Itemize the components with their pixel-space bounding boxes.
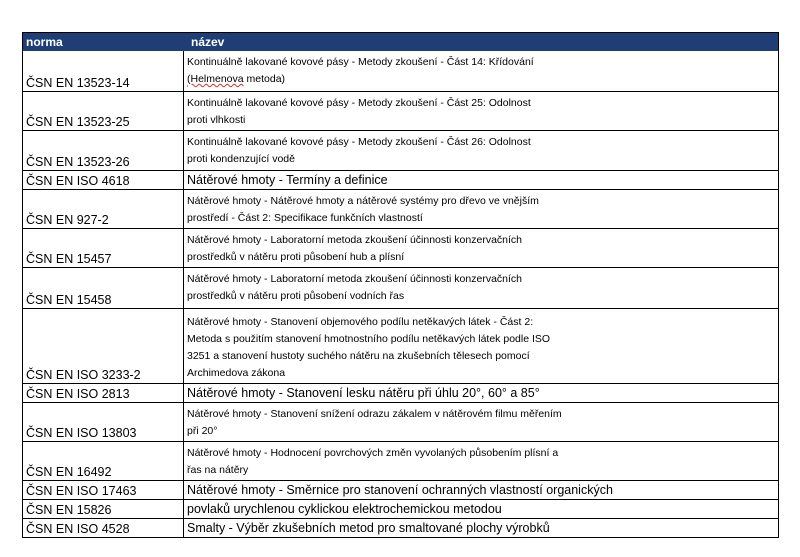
norm-code: ČSN EN ISO 4528 <box>23 519 184 537</box>
table-header <box>22 32 779 51</box>
norm-name: Kontinuálně lakované kovové pásy - Metody zkoušení - Část 14: Křídování (Helmenova metoda) <box>187 56 534 85</box>
norms-table <box>22 32 779 538</box>
table-row <box>22 403 779 442</box>
norm-name: Nátěrové hmoty - Laboratorní metoda zkoušení účinnosti konzervačních prostředků v nátěru proti působení hub a plísní <box>187 234 523 263</box>
norm-name: Nátěrové hmoty - Stanovení objemového podílu netěkavých látek - Část 2: Metoda s použitím stanovení hmotnostního podílu netěkavých látek podle ISO 3251 a stanovení hustoty suchého nátěru na zkušebních tělesech pomocí Archimedova zákona <box>187 316 551 379</box>
norm-code: ČSN EN ISO 3233-2 <box>23 309 184 383</box>
table-row <box>22 519 779 538</box>
norm-name: Kontinuálně lakované kovové pásy - Metody zkoušení - Část 26: Odolnost proti kondenzující vodě <box>187 136 531 165</box>
norm-code: ČSN EN 927-2 <box>23 190 184 228</box>
norm-code: ČSN EN ISO 2813 <box>23 384 184 402</box>
norm-code: ČSN EN 15458 <box>23 268 184 308</box>
norm-code: ČSN EN ISO 13803 <box>23 403 184 441</box>
norm-name: povlaků urychlenou cyklickou elektrochemickou metodou <box>187 502 502 516</box>
norm-code: ČSN EN 13523-14 <box>23 51 184 91</box>
norm-code: ČSN EN 16492 <box>23 442 184 480</box>
table-row <box>22 442 779 481</box>
norm-name: Nátěrové hmoty - Směrnice pro stanovení ochranných vlastností organických <box>187 483 613 497</box>
norm-name: Nátěrové hmoty - Stanovení lesku nátěru při úhlu 20°, 60° a 85° <box>187 386 540 400</box>
table-row <box>22 190 779 229</box>
header-nazev: název <box>191 35 225 49</box>
norm-code: ČSN EN ISO 17463 <box>23 481 184 499</box>
norm-name: Nátěrové hmoty - Stanovení snížení odrazu zákalem v nátěrovém filmu měřením při 20° <box>187 408 562 437</box>
table-row <box>22 229 779 268</box>
norm-code: ČSN EN 15457 <box>23 229 184 267</box>
spellcheck-word: (Helmenova <box>187 73 244 85</box>
norm-name: Nátěrové hmoty - Laboratorní metoda zkoušení účinnosti konzervačních prostředků v nátěru proti působení vodních řas <box>187 273 523 302</box>
table-row <box>22 481 779 500</box>
norm-name: Nátěrové hmoty - Termíny a definice <box>187 173 388 187</box>
norm-name: Nátěrové hmoty - Nátěrové hmoty a nátěrové systémy pro dřevo ve vnějším prostředí - Část 2: Specifikace funkčních vlastností <box>187 195 539 224</box>
table-row <box>22 500 779 519</box>
table-row <box>22 92 779 131</box>
table-row <box>22 171 779 190</box>
norm-name: Kontinuálně lakované kovové pásy - Metody zkoušení - Část 25: Odolnost proti vlhkosti <box>187 97 531 126</box>
norm-code: ČSN EN 15826 <box>23 500 184 518</box>
norm-code: ČSN EN 13523-25 <box>23 92 184 130</box>
table-row <box>22 268 779 309</box>
norm-name: Smalty - Výběr zkušebních metod pro smaltované plochy výrobků <box>187 521 550 535</box>
norm-code: ČSN EN 13523-26 <box>23 131 184 170</box>
table-row <box>22 131 779 171</box>
table-row <box>22 309 779 384</box>
table-row <box>22 51 779 92</box>
table-row <box>22 384 779 403</box>
header-norma: norma <box>23 33 188 51</box>
norm-name: Nátěrové hmoty - Hodnocení povrchových změn vyvolaných působením plísní a řas na nátěry <box>187 447 559 476</box>
norm-code: ČSN EN ISO 4618 <box>23 171 184 189</box>
